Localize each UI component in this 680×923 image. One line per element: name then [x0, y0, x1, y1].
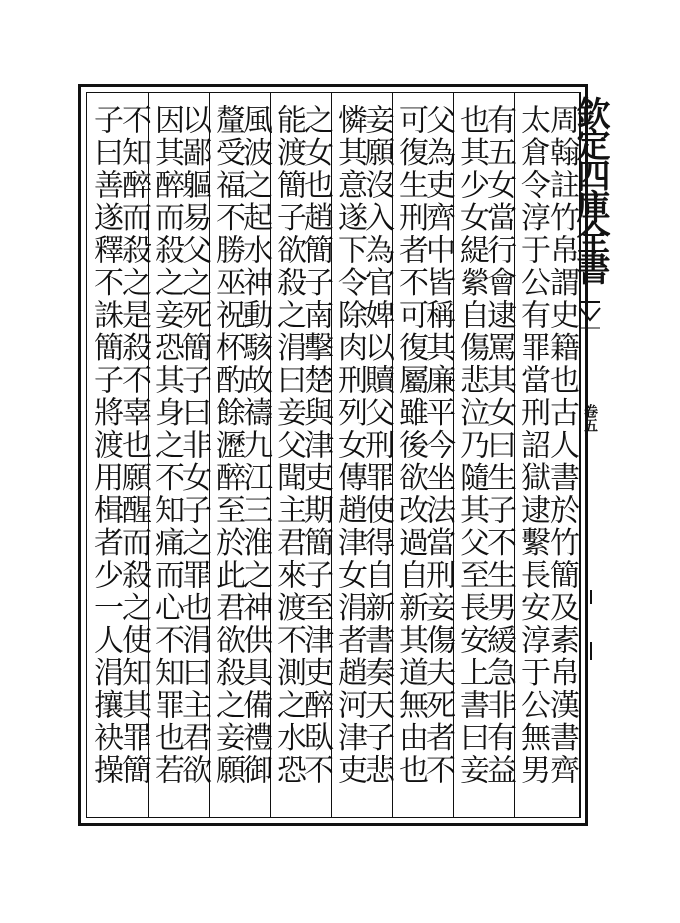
- text-line-14: 因其醉而殺之妾恐其身之不知痛而心不知罪也若: [149, 104, 184, 787]
- text-line-5: 父為吏齊中皆稱其廉平今坐法當刑妾傷夫死者不: [420, 104, 455, 787]
- text-line-2: 太倉令淳于公有罪當刑詔獄逮繫長安淳于公無男: [515, 104, 550, 787]
- text-line-10: 能渡簡子欲殺之涓曰妾父聞主君來渡不測之水恐: [271, 104, 306, 787]
- book-title: 欽定四庫全書: [570, 96, 610, 282]
- text-line-16: 子曰善遂釋不誅簡子將渡用楫者少一人涓攘袂操: [88, 104, 123, 787]
- text-line-13: 以鄙軀易父之死簡子曰非女子之罪也涓曰主君欲: [176, 104, 211, 787]
- text-line-3: 有五女當行會逮罵其女曰生子不生男緩急非有益: [481, 104, 516, 787]
- text-line-15: 不知醉而殺之是殺不辜也願醒而殺之使知其罪簡: [116, 104, 151, 787]
- margin-tick-marks-icon: [588, 590, 594, 660]
- text-line-7: 妾願沒入為官婢以贖父刑罪使得自新書奏天子悲: [359, 104, 394, 787]
- volume-number: 卷五: [582, 404, 598, 432]
- text-line-1: 周翰註竹帛謂史籍也古人書於竹簡及素帛漢書齊: [544, 104, 579, 787]
- text-line-8: 憐其意遂下令除肉刑列女傳趙津女涓者趙河津吏: [332, 104, 367, 787]
- fishtail-mark-icon: [580, 298, 600, 332]
- text-line-11: 風波之起水神動駭故禱九江三淮之神供具備禮御: [237, 104, 272, 787]
- text-line-12: 釐受福不勝巫祝杯酌餘瀝醉至於此君欲殺之妾願: [210, 104, 245, 787]
- text-line-4: 也其少女緹縈自傷悲泣乃隨其父至長安上書曰妾: [454, 104, 489, 787]
- text-line-6: 可復生刑者不可復屬雖後欲改過自新其道無由也: [393, 104, 428, 787]
- text-line-9: 之女也趙簡子南擊楚與津吏期簡子至津吏醉臥不: [298, 104, 333, 787]
